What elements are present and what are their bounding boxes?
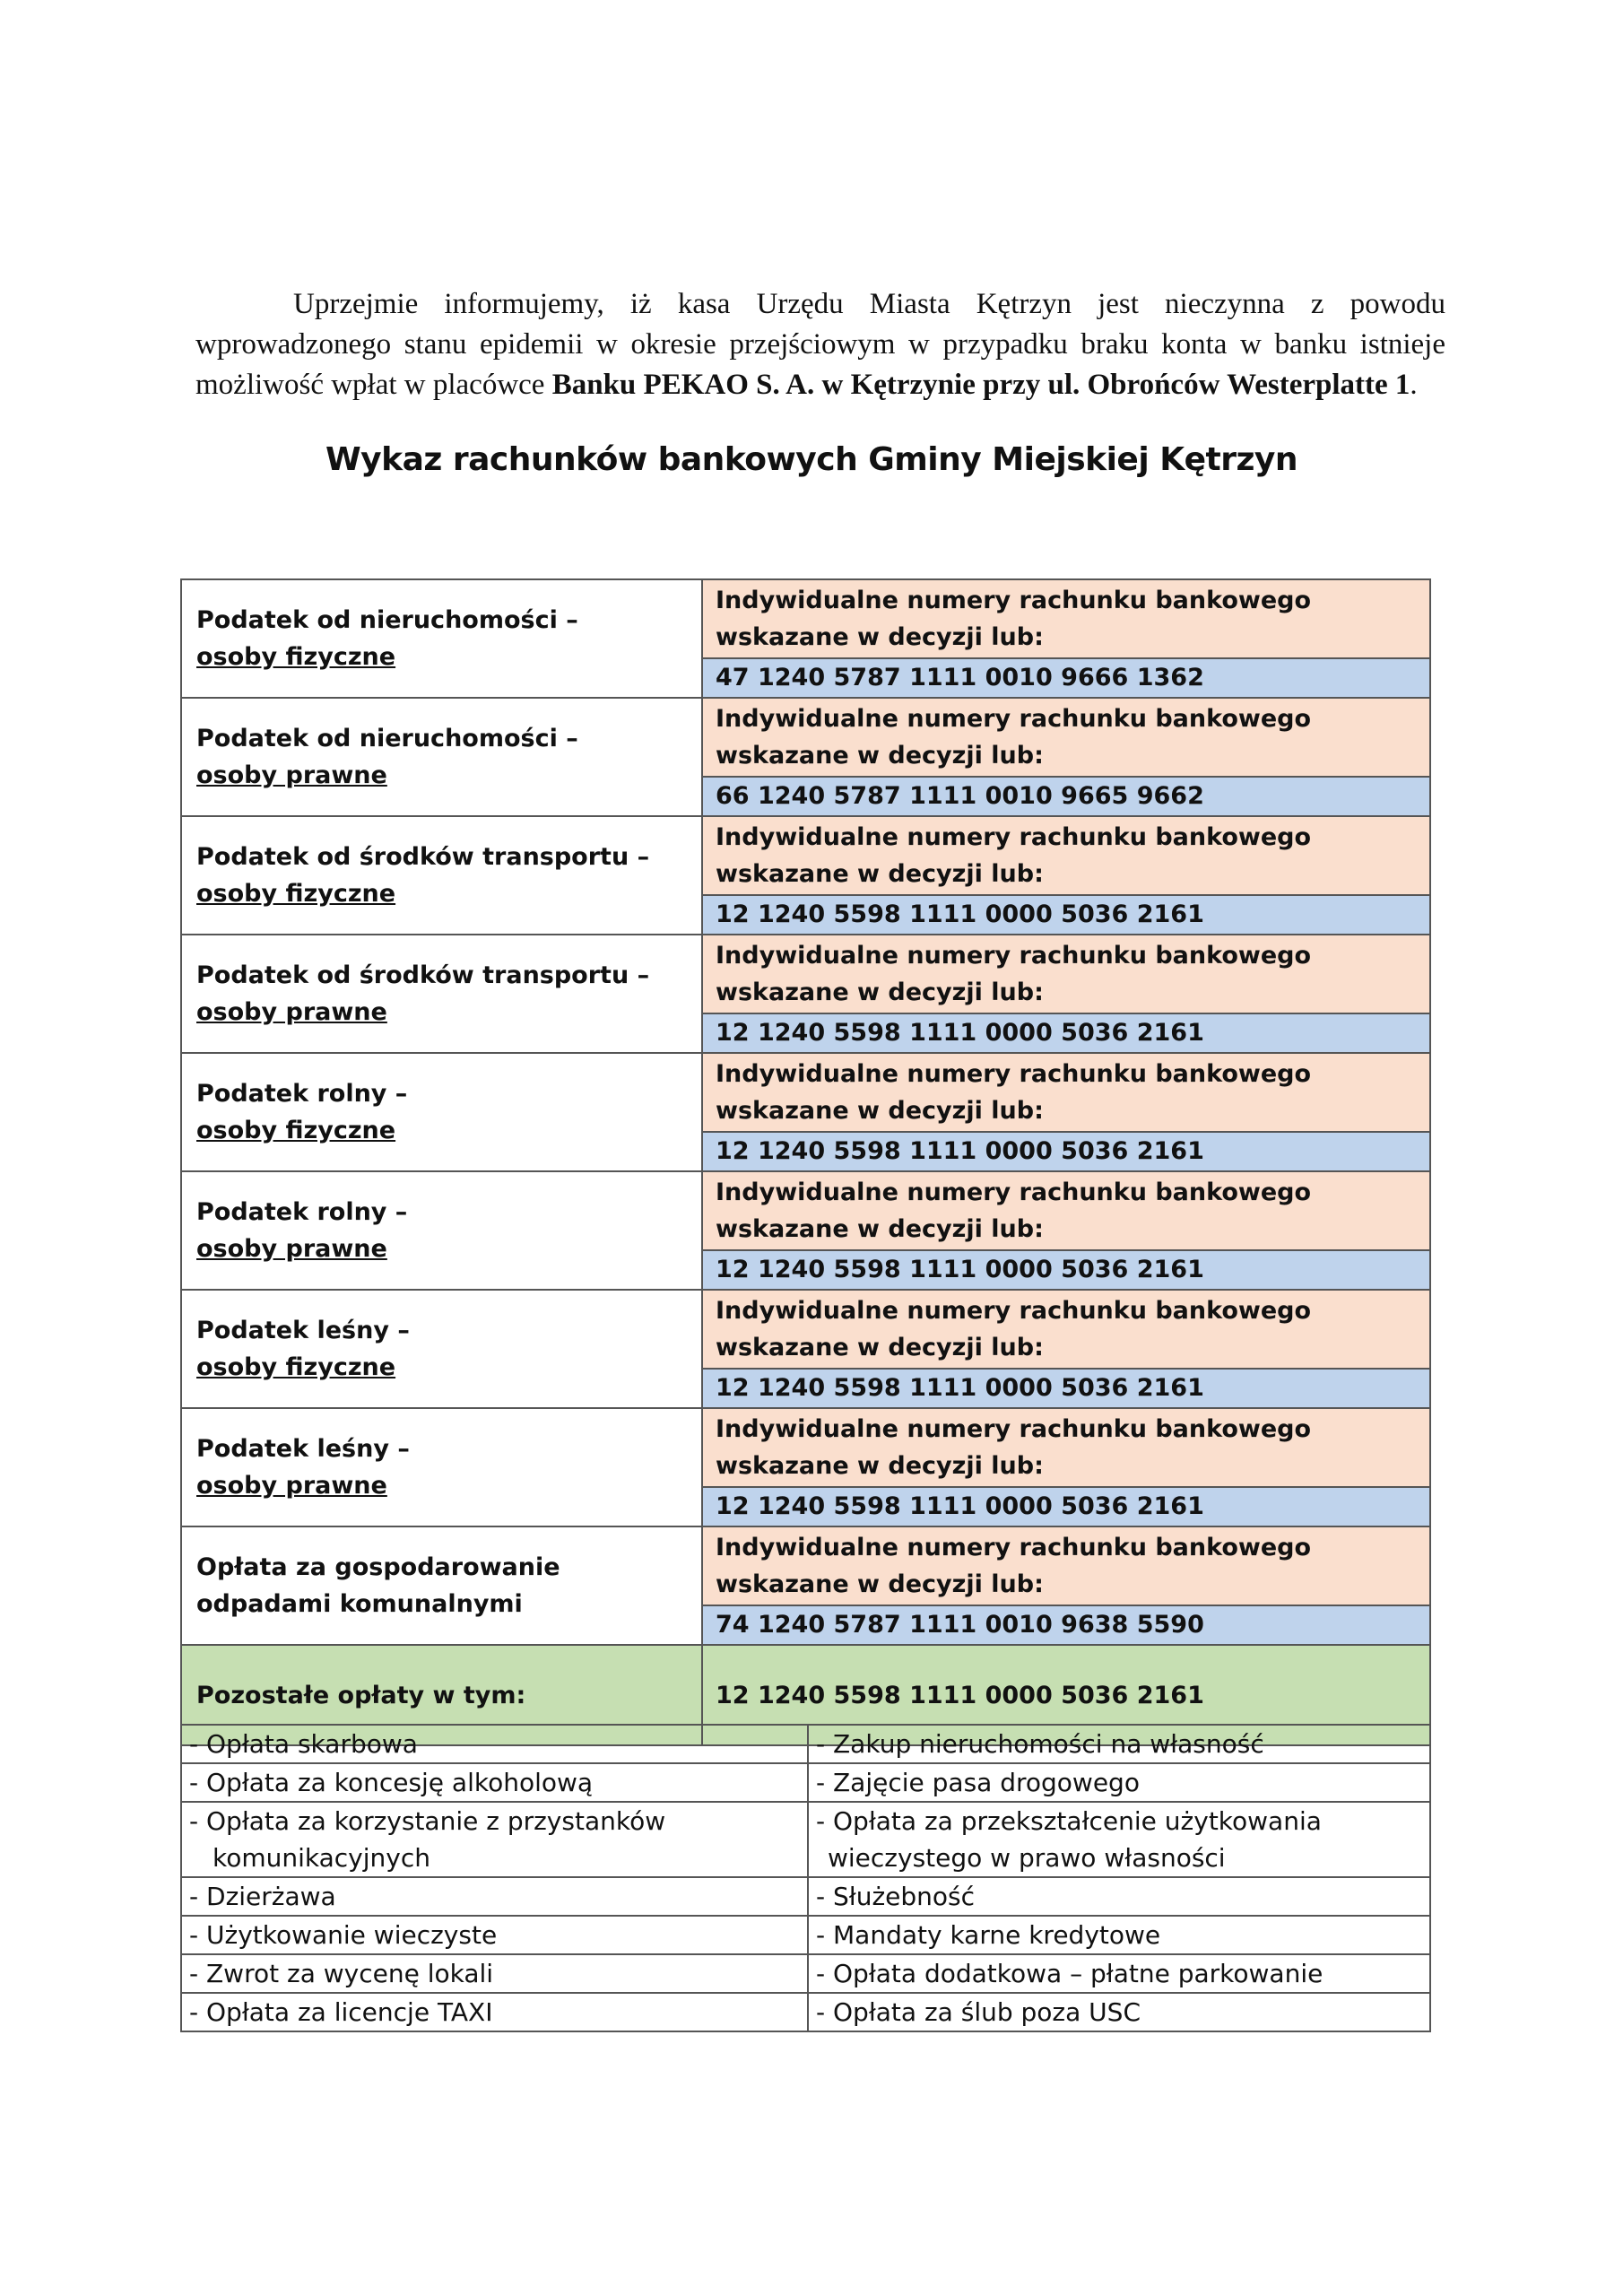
fee-item: - Użytkowanie wieczyste (189, 1920, 498, 1950)
tax-label-cell (181, 1171, 702, 1290)
individual-account-note: Indywidualne numery rachunku bankowego wskazane w decyzji lub: (702, 1408, 1430, 1487)
account-number: 74 1240 5787 1111 0010 9638 5590 (702, 1605, 1430, 1645)
fees-table (180, 1724, 1431, 2032)
fee-cell-right (808, 1763, 1430, 1802)
fee-item: - Opłata za ślub poza USC (816, 1997, 1141, 2027)
fee-item: - Opłata za licencje TAXI (189, 1997, 493, 2027)
tax-label: Podatek leśny – (196, 1435, 410, 1463)
fee-cell-right (808, 1954, 1430, 1993)
tax-label-cell (181, 1408, 702, 1526)
account-row (181, 579, 1430, 658)
tax-label: Podatek rolny – (196, 1080, 408, 1108)
account-row (181, 816, 1430, 895)
fee-item: - Służebność (816, 1882, 976, 1911)
fee-row (181, 1954, 1430, 1993)
account-number: 12 1240 5598 1111 0000 5036 2161 (702, 895, 1430, 935)
fee-cell-left (181, 1877, 808, 1916)
taxpayer-type: osoby prawne (196, 998, 387, 1026)
fee-cell-right (808, 1877, 1430, 1916)
account-number: 12 1240 5598 1111 0000 5036 2161 (702, 1487, 1430, 1526)
tax-label: Opłata za gospodarowanie odpadami komunalnymi (196, 1553, 560, 1618)
fee-row (181, 1993, 1430, 2031)
fee-item: - Opłata za koncesję alkoholową (189, 1768, 594, 1797)
fee-row (181, 1763, 1430, 1802)
account-row (181, 935, 1430, 1013)
bank-address: Banku PEKAO S. A. w Kętrzynie przy ul. Obrońców Westerplatte 1 (551, 369, 1410, 401)
taxpayer-type: osoby fizyczne (196, 1353, 396, 1381)
fee-cell-left (181, 1993, 808, 2031)
taxpayer-type: osoby fizyczne (196, 880, 396, 908)
account-row (181, 1408, 1430, 1487)
account-number: 12 1240 5598 1111 0000 5036 2161 (702, 1132, 1430, 1171)
tax-label-cell (181, 579, 702, 698)
tax-label-cell (181, 1053, 702, 1171)
fee-row (181, 1802, 1430, 1877)
individual-account-note: Indywidualne numery rachunku bankowego wskazane w decyzji lub: (702, 1526, 1430, 1605)
account-row (181, 1171, 1430, 1250)
fee-item: - Mandaty karne kredytowe (816, 1920, 1161, 1950)
tax-label: Podatek od środków transportu – (196, 843, 650, 871)
individual-account-note: Indywidualne numery rachunku bankowego wskazane w decyzji lub: (702, 698, 1430, 777)
tax-label: Podatek od nieruchomości – (196, 606, 578, 634)
fee-cell-left (181, 1954, 808, 1993)
fee-cell-left (181, 1916, 808, 1954)
tax-label-cell (181, 816, 702, 935)
account-row (181, 698, 1430, 777)
fee-item: - Opłata dodatkowa – płatne parkowanie (816, 1959, 1324, 1988)
account-row (181, 1053, 1430, 1132)
account-number: 12 1240 5598 1111 0000 5036 2161 (702, 1013, 1430, 1053)
individual-account-note: Indywidualne numery rachunku bankowego wskazane w decyzji lub: (702, 1171, 1430, 1250)
other-fees-label: Pozostałe opłaty w tym: (181, 1645, 702, 1745)
individual-account-note: Indywidualne numery rachunku bankowego wskazane w decyzji lub: (702, 1053, 1430, 1132)
fee-cell-right (808, 1802, 1430, 1877)
tax-label: Podatek leśny – (196, 1317, 410, 1344)
tax-label: Podatek od środków transportu – (196, 961, 650, 989)
intro-text: Uprzejmie informujemy, iż kasa Urzędu Miasta Kętrzyn jest nieczynna z powodu wprowadzonego stanu epidemii w okresie przejściowym w przypadku braku konta w banku istnieje możliwość wpłat w placówce (195, 288, 1445, 401)
fee-cell-right (808, 1725, 1430, 1763)
fee-cell-left (181, 1763, 808, 1802)
tax-label-cell (181, 698, 702, 816)
fee-cell-left (181, 1725, 808, 1763)
intro-end: . (1410, 369, 1418, 401)
fee-item: - Opłata za korzystanie z przystanków (189, 1806, 666, 1836)
fee-item: - Dzierżawa (189, 1882, 336, 1911)
account-number: 12 1240 5598 1111 0000 5036 2161 (702, 1250, 1430, 1290)
fee-item: - Opłata skarbowa (189, 1729, 418, 1759)
account-number: 66 1240 5787 1111 0010 9665 9662 (702, 777, 1430, 816)
fee-item: - Zwrot za wycenę lokali (189, 1959, 494, 1988)
individual-account-note: Indywidualne numery rachunku bankowego wskazane w decyzji lub: (702, 1290, 1430, 1369)
intro-paragraph (195, 284, 1445, 405)
individual-account-note: Indywidualne numery rachunku bankowego wskazane w decyzji lub: (702, 579, 1430, 658)
taxpayer-type: osoby prawne (196, 1235, 387, 1263)
account-row (181, 1290, 1430, 1369)
fee-item-continued: komunikacyjnych (213, 1843, 430, 1873)
fee-cell-right (808, 1916, 1430, 1954)
fee-row (181, 1916, 1430, 1954)
fee-item: - Opłata za przekształcenie użytkowania (816, 1806, 1322, 1836)
taxpayer-type: osoby fizyczne (196, 1117, 396, 1144)
other-fees-account: 12 1240 5598 1111 0000 5036 2161 (702, 1645, 1430, 1745)
accounts-table-body (181, 579, 1430, 1745)
fee-cell-right (808, 1993, 1430, 2031)
individual-account-note: Indywidualne numery rachunku bankowego wskazane w decyzji lub: (702, 816, 1430, 895)
individual-account-note: Indywidualne numery rachunku bankowego wskazane w decyzji lub: (702, 935, 1430, 1013)
tax-label-cell (181, 1526, 702, 1645)
account-row (181, 1526, 1430, 1605)
account-number: 12 1240 5598 1111 0000 5036 2161 (702, 1369, 1430, 1408)
fee-item: - Zakup nieruchomości na własność (816, 1729, 1264, 1759)
fee-item: - Zajęcie pasa drogowego (816, 1768, 1140, 1797)
taxpayer-type: osoby fizyczne (196, 643, 396, 671)
tax-label-cell (181, 1290, 702, 1408)
fees-table-body (181, 1725, 1430, 2031)
taxpayer-type: osoby prawne (196, 761, 387, 789)
accounts-table (180, 578, 1431, 1746)
tax-label: Podatek od nieruchomości – (196, 725, 578, 752)
fee-row (181, 1725, 1430, 1763)
page-title: Wykaz rachunków bankowych Gminy Miejskiej Kętrzyn (325, 441, 1298, 478)
fee-item-continued: wieczystego w prawo własności (828, 1843, 1226, 1873)
account-number: 47 1240 5787 1111 0010 9666 1362 (702, 658, 1430, 698)
tax-label: Podatek rolny – (196, 1198, 408, 1226)
taxpayer-type: osoby prawne (196, 1472, 387, 1500)
fee-cell-left (181, 1802, 808, 1877)
tax-label-cell (181, 935, 702, 1053)
fee-row (181, 1877, 1430, 1916)
